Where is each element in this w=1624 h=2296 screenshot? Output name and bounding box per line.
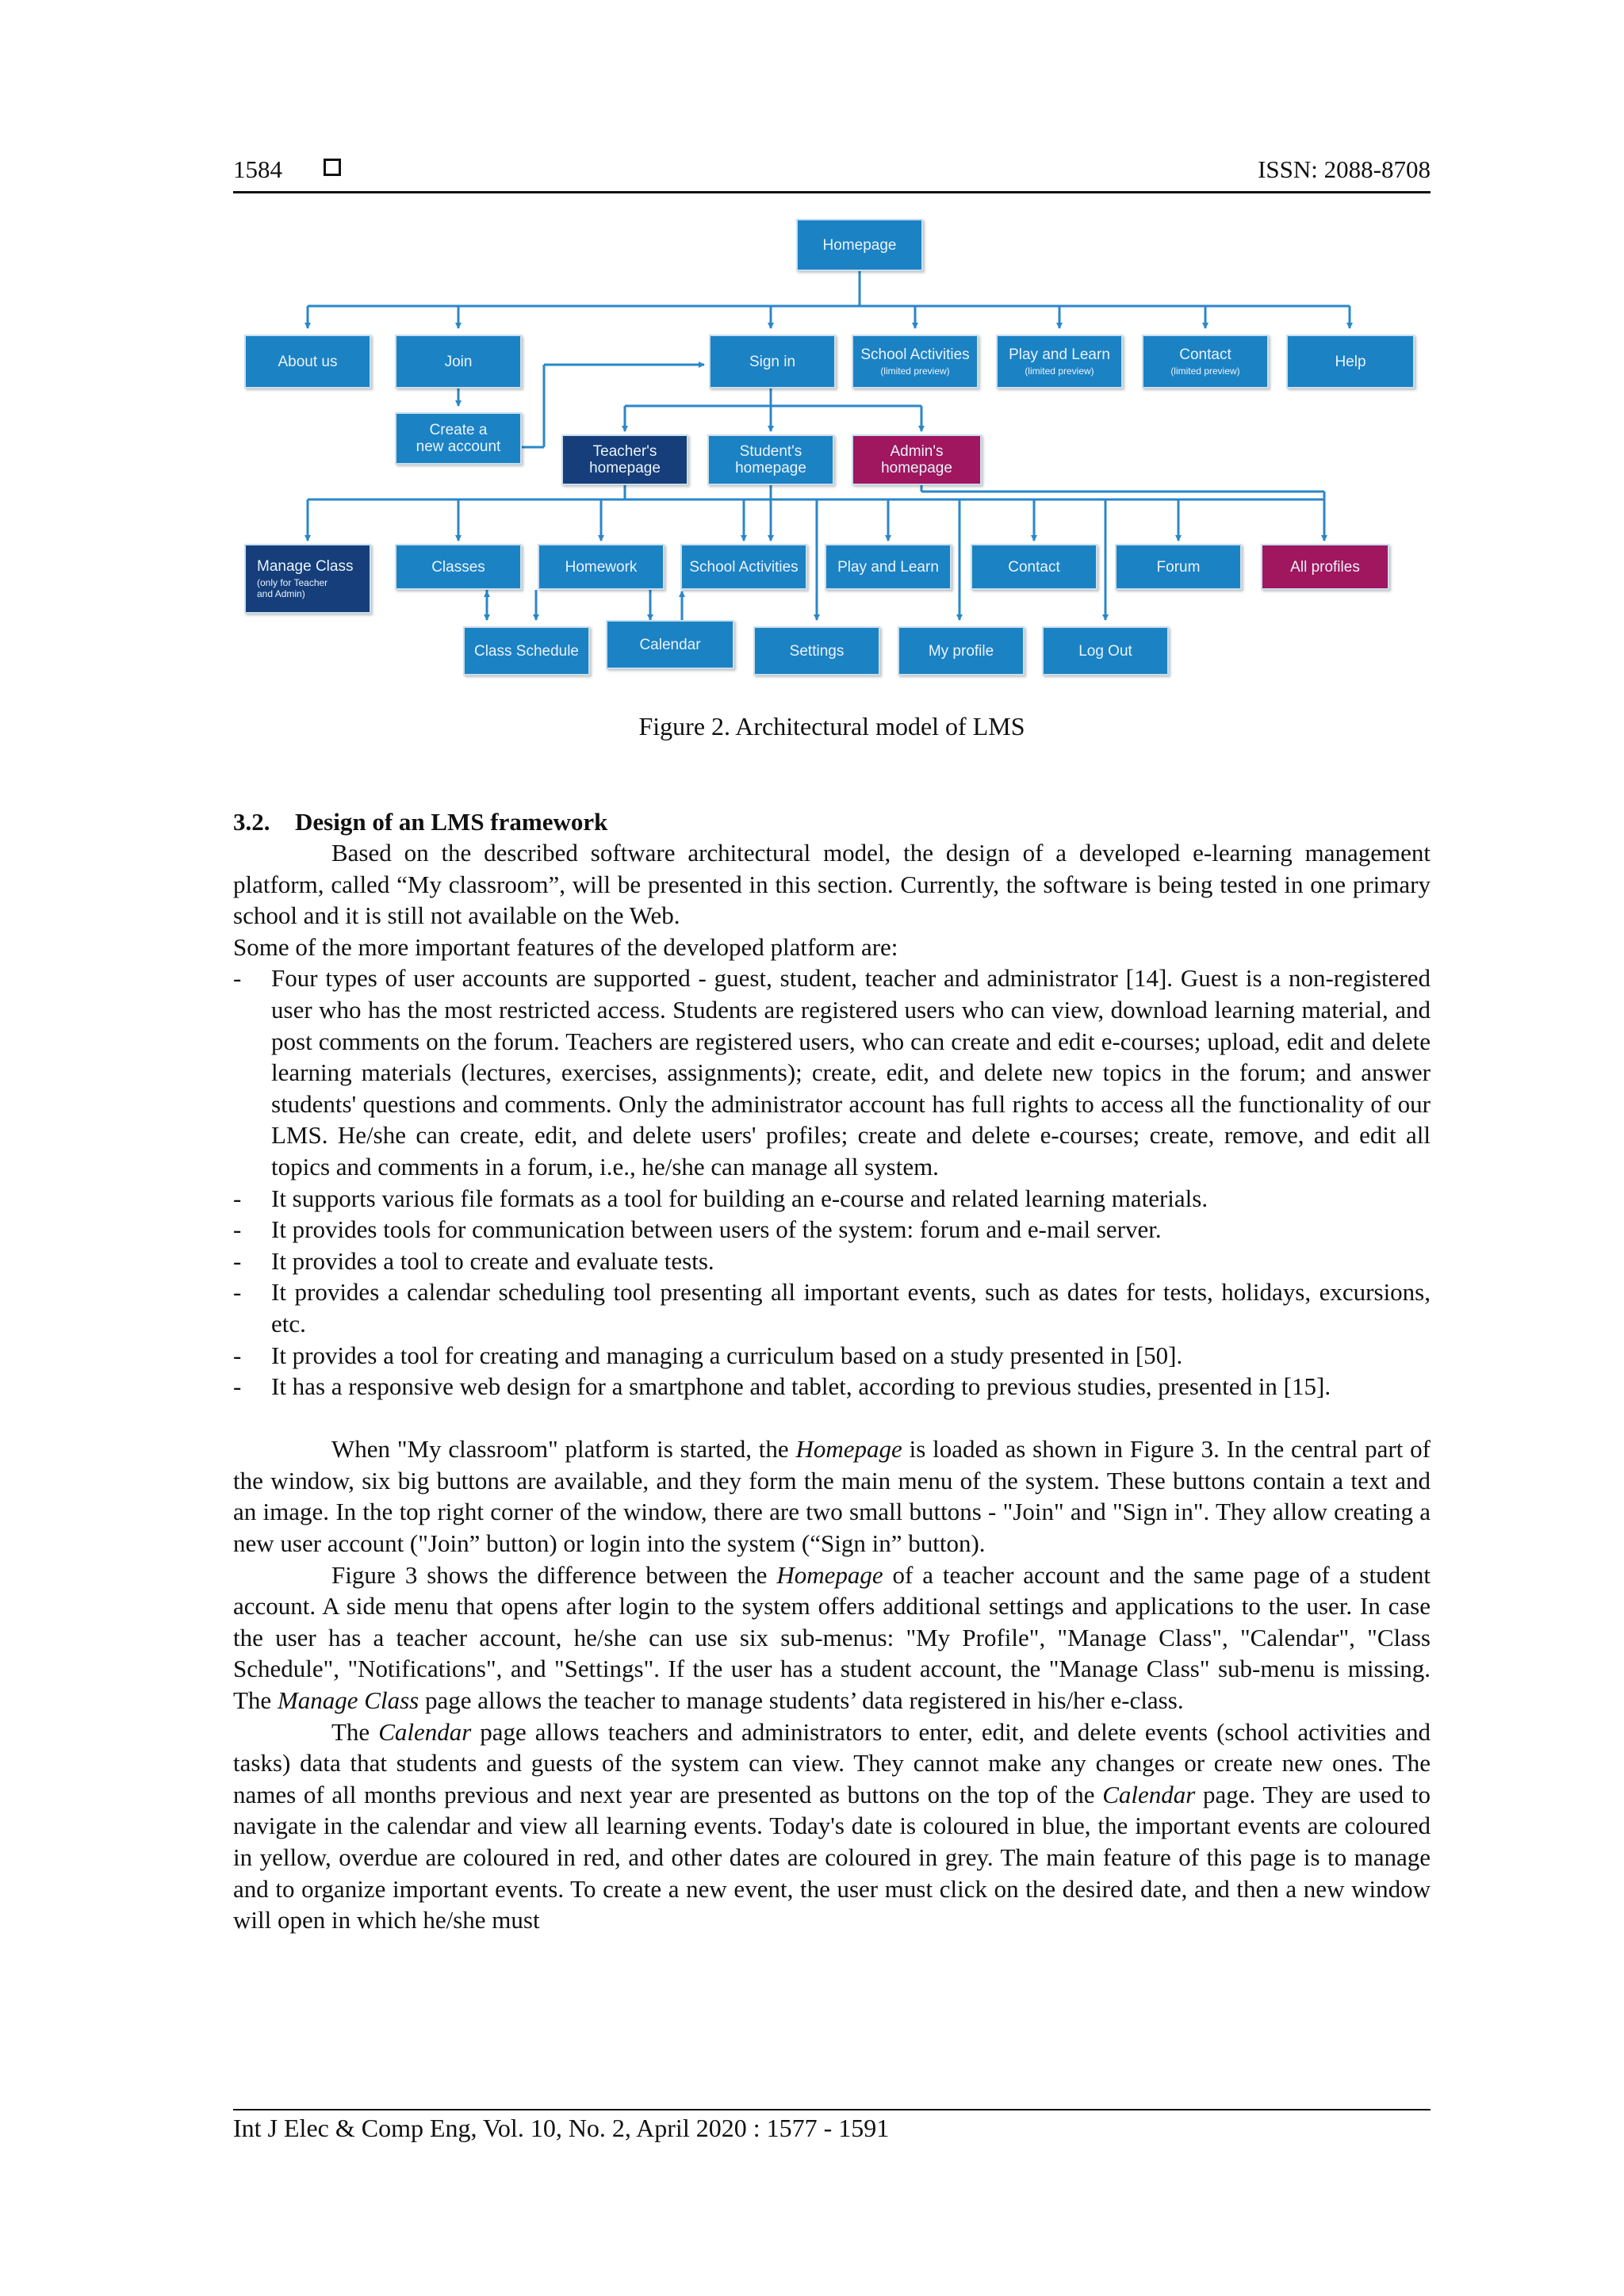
node-label: Contact — [1008, 558, 1060, 576]
diagram-node-join — [395, 335, 522, 388]
header-square-icon — [324, 159, 341, 176]
diagram-node-my-profile — [898, 626, 1025, 675]
bullet-dash: - — [233, 1372, 242, 1401]
section-title: Design of an LMS framework — [295, 808, 608, 836]
paragraph-gap — [233, 1402, 1431, 1434]
feature-list — [233, 962, 1431, 1402]
footer-citation: Int J Elec & Comp Eng, Vol. 10, No. 2, April 2020 : 1577 - 1591 — [233, 2114, 890, 2142]
diagram-node-contact-preview — [1142, 335, 1269, 388]
paragraph-figure3 — [233, 1559, 1431, 1716]
node-label: Student's homepage — [735, 443, 806, 476]
paragraph-calendar — [233, 1716, 1431, 1936]
diagram-node-calendar — [606, 620, 734, 669]
diagram-node-log-out — [1042, 626, 1169, 675]
section-number: 3.2. — [233, 808, 270, 836]
emphasis: Manage Class — [277, 1686, 419, 1715]
bullet-dash: - — [233, 1215, 242, 1244]
node-label: School Activities — [860, 346, 970, 363]
node-label: Play and Learn — [837, 558, 939, 576]
node-label: Calendar — [639, 636, 701, 653]
node-label: Class Schedule — [473, 642, 580, 660]
node-label: Join — [444, 353, 473, 370]
paragraph-homepage — [233, 1433, 1431, 1559]
figure-caption: Figure 2. Architectural model of LMS — [638, 712, 1025, 740]
body-text — [233, 837, 1431, 1936]
text-run: The — [331, 1717, 379, 1746]
text-run: page allows the teacher to manage students’ data registered in his/her e-class. — [419, 1686, 1184, 1715]
node-sublabel: (limited preview) — [1170, 365, 1240, 377]
header-rule — [233, 191, 1431, 193]
diagram-node-all-profiles — [1261, 544, 1389, 590]
list-item-text: It has a responsive web design for a smartphone and tablet, according to previous studies, presented in [15]. — [271, 1372, 1331, 1401]
diagram-node-homepage — [796, 219, 923, 271]
footer-rule — [233, 2109, 1431, 2110]
bullet-dash: - — [233, 964, 242, 993]
list-item-text: It supports various file formats as a tool for building an e-course and related learning materials. — [271, 1184, 1208, 1212]
list-item — [233, 1214, 1431, 1246]
emphasis: Calendar — [1102, 1780, 1196, 1808]
list-item — [233, 1183, 1431, 1215]
text-run: page allows teachers and administrators to enter, edit, and delete events (school activities and tasks) data that students and guests of the system can view. They cannot make any changes or create new ones. The names of all months previous and next year are presented as buttons on the top of the — [233, 1717, 1431, 1808]
list-item-text: Four types of user accounts are supported - guest, student, teacher and administrator [14]. Guest is a non-registered user who has the most restricted access. Students are registered users who can view, download learning material, and post comments on the forum. Teachers are registered users, who can create and edit e-courses; upload, edit and delete learning materials (lectures, exercises, assignments); create, edit, and delete new topics in the forum; and answer students' questions and comments. Only the administrator account has full rights to access all the functionality of our LMS. He/she can create, edit, and delete users' profiles; create and delete e-courses; create, remove, and edit all topics and comments in a forum, i.e., he/she can manage all system. — [271, 964, 1431, 1181]
diagram-node-contact — [971, 544, 1097, 590]
architecture-diagram — [233, 208, 1446, 691]
diagram-node-class-schedule — [463, 626, 590, 675]
diagram-node-about-us — [244, 335, 371, 388]
diagram-node-play-and-learn-preview — [996, 335, 1123, 388]
diagram-node-forum — [1115, 544, 1242, 590]
section-heading — [233, 807, 607, 837]
diagram-node-settings — [753, 626, 880, 675]
emphasis: Homepage — [795, 1435, 902, 1464]
emphasis: Calendar — [378, 1717, 472, 1746]
list-item-text: It provides tools for communication between users of the system: forum and e-mail server. — [271, 1215, 1162, 1244]
diagram-node-homework — [538, 544, 665, 590]
diagram-node-student-homepage — [707, 434, 834, 485]
list-item — [233, 1340, 1431, 1372]
node-label: Teacher's homepage — [589, 443, 661, 476]
node-label: Manage Class — [257, 558, 354, 575]
node-label: Classes — [431, 558, 485, 576]
node-label: Help — [1335, 353, 1366, 370]
issn-label: ISSN: 2088-8708 — [1258, 155, 1431, 183]
node-label: My profile — [928, 642, 994, 660]
diagram-node-create-account — [395, 412, 522, 465]
node-label: Settings — [789, 642, 845, 660]
bullet-dash: - — [233, 1184, 242, 1212]
list-item — [233, 1276, 1431, 1339]
paragraph-features-lead: Some of the more important features of the developed platform are: — [233, 932, 898, 961]
bullet-dash: - — [233, 1278, 242, 1307]
diagram-node-school-activities — [680, 544, 807, 590]
node-sublabel: (limited preview) — [1025, 365, 1094, 377]
node-label: Admin's homepage — [881, 443, 952, 476]
node-label: Homepage — [822, 236, 897, 254]
text-run: is loaded as shown in Figure 3. In the central part of the window, six big buttons are available, and they form the main menu of the system. These buttons contain a text and an image. In the top right corner of the window, there are two small buttons - "Join" and "Sign in". They allow creating a new user account ("Join” button) or login into the system (“Sign in” button). — [233, 1435, 1431, 1558]
node-label: Contact — [1179, 346, 1231, 363]
text-run: of a teacher account and the same page of a student account. A side menu that opens after login to the system offers additional settings and applications to the user. In case the user has a teacher account, he/she can use six sub-menus: "My Profile", "Manage Class", "Calendar", "Class Schedule", "Notifications", and "Settings". If the user has a student account, the "Manage Class" sub-menu is missing. The — [233, 1560, 1431, 1715]
node-label: All profiles — [1290, 558, 1360, 576]
node-label: Homework — [565, 558, 638, 576]
text-run: Figure 3 shows the difference between the — [331, 1560, 777, 1589]
node-label: School Activities — [689, 558, 799, 576]
emphasis: Homepage — [776, 1560, 883, 1589]
diagram-node-teacher-homepage — [561, 434, 688, 485]
paragraph-intro: Based on the described software architectural model, the design of a developed e-learning management platform, called “My classroom”, will be presented in this section. Currently, the software is being tested in one primary school and it is still not available on the Web. — [233, 839, 1431, 930]
diagram-node-play-and-learn — [825, 544, 952, 590]
page-number: 1584 — [233, 155, 282, 183]
list-item — [233, 1371, 1431, 1402]
node-label: Play and Learn — [1009, 346, 1110, 363]
node-label: Log Out — [1078, 642, 1132, 660]
list-item — [233, 962, 1431, 1182]
node-sublabel: (only for Teacher and Admin) — [257, 577, 328, 599]
diagram-node-school-activities-preview — [852, 335, 979, 388]
node-sublabel: (limited preview) — [880, 365, 950, 377]
diagram-node-manage-class — [244, 544, 371, 614]
node-label: Sign in — [749, 353, 796, 370]
diagram-node-admin-homepage — [852, 434, 982, 485]
bullet-dash: - — [233, 1341, 242, 1369]
node-label: Forum — [1156, 558, 1201, 576]
node-label: About us — [278, 353, 338, 370]
node-label: Create a new account — [416, 422, 501, 455]
list-item-text: It provides a tool for creating and managing a curriculum based on a study presented in [50]. — [271, 1341, 1183, 1369]
diagram-node-sign-in — [709, 335, 836, 388]
list-item — [233, 1246, 1431, 1277]
bullet-dash: - — [233, 1246, 242, 1275]
diagram-node-help — [1286, 335, 1415, 388]
text-run: When "My classroom" platform is started, the — [331, 1435, 796, 1464]
text-run: page. They are used to navigate in the calendar and view all learning events. Today's date is coloured in blue, the important events are coloured in yellow, overdue are coloured in red, and other dates are coloured in grey. The main feature of this page is to manage and to organize important events. To create a new event, the user must click on the desired date, and then a new window will open in which he/she must — [233, 1780, 1431, 1934]
list-item-text: It provides a tool to create and evaluate tests. — [271, 1246, 714, 1275]
list-item-text: It provides a calendar scheduling tool presenting all important events, such as dates for tests, holidays, excursions, etc. — [271, 1278, 1431, 1337]
diagram-node-classes — [395, 544, 522, 590]
